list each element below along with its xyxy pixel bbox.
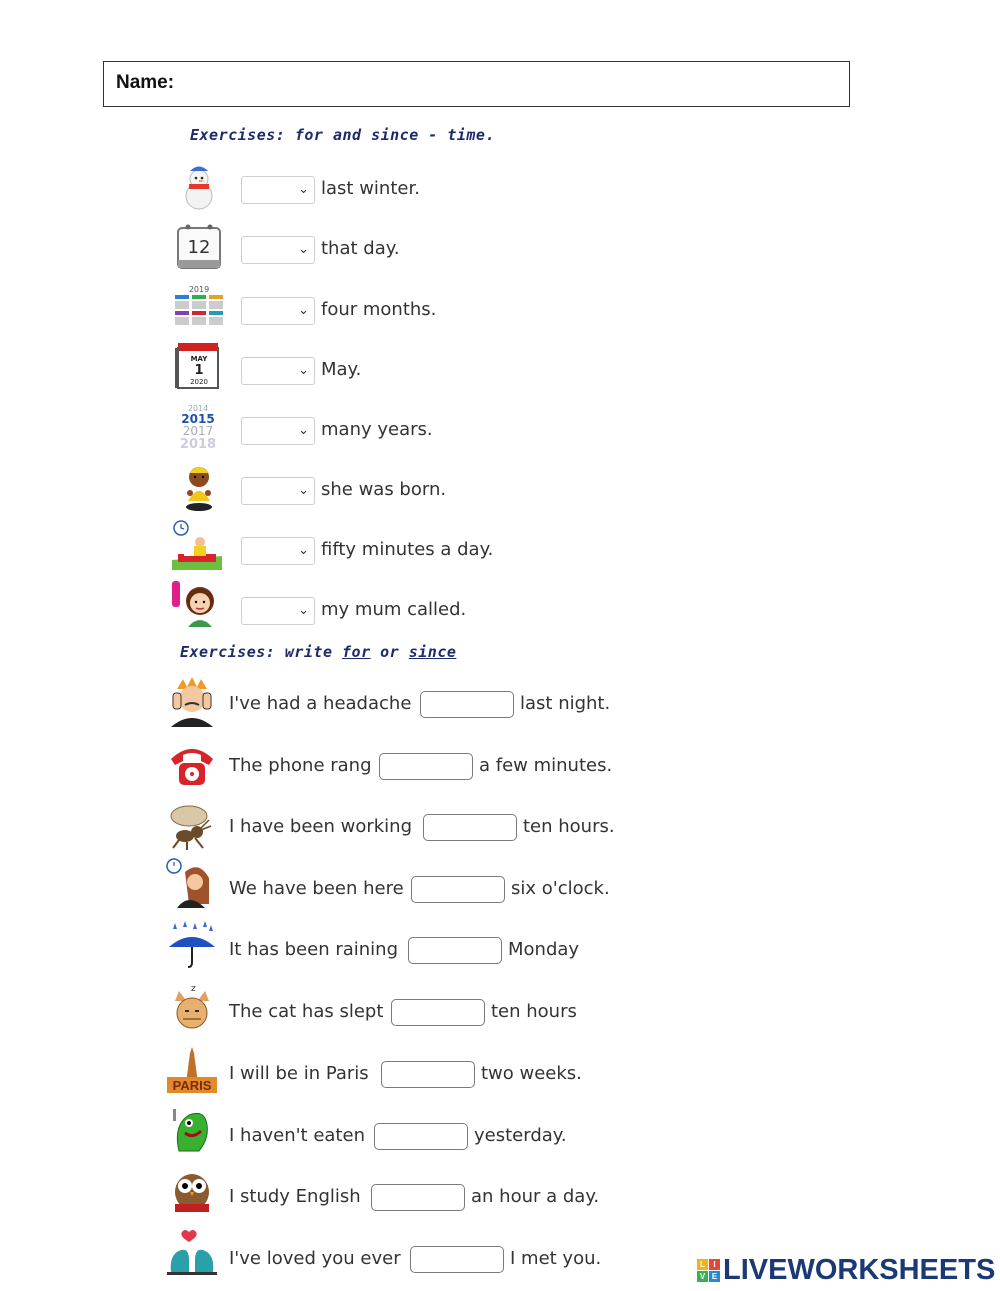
svg-text:1: 1 (194, 363, 204, 378)
answer-select-1[interactable] (241, 176, 315, 204)
exercise6-text: she was born. (321, 479, 447, 500)
sleeping-cat-icon (165, 981, 219, 1031)
fill7-before: I will be in Paris (229, 1063, 369, 1084)
section1-title: Exercises: for and since - time. (190, 126, 495, 144)
name-box (103, 61, 850, 107)
umbrella-rain-icon (165, 921, 219, 971)
chevron-down-icon: ⌄ (298, 603, 309, 618)
liveworksheets-logo (697, 1253, 995, 1287)
fill1-before: I've had a headache (229, 693, 412, 714)
woman-clock-icon (165, 858, 219, 908)
fill6-after: ten hours (491, 1001, 577, 1022)
fill9-after: an hour a day. (471, 1186, 600, 1207)
kid-reading-clock-icon (170, 520, 224, 570)
answer-input-9[interactable] (371, 1184, 465, 1211)
answer-input-1[interactable] (420, 691, 514, 718)
fill5-after: Monday (508, 939, 580, 960)
answer-select-8[interactable] (241, 597, 315, 625)
fill10-before: I've loved you ever (229, 1248, 401, 1269)
green-monster-icon (165, 1105, 219, 1155)
fill2-before: The phone rang (229, 755, 372, 776)
answer-input-6[interactable] (391, 999, 485, 1026)
svg-text:PARIS: PARIS (172, 1078, 212, 1093)
exercise4-text: May. (321, 359, 362, 380)
fill7-after: two weeks. (481, 1063, 582, 1084)
fill1-after: last night. (520, 693, 611, 714)
answer-input-5[interactable] (408, 937, 502, 964)
headache-man-icon (165, 677, 219, 727)
name-label: Name: (116, 72, 175, 93)
chevron-down-icon: ⌄ (298, 483, 309, 498)
chevron-down-icon: ⌄ (298, 363, 309, 378)
answer-input-3[interactable] (423, 814, 517, 841)
exercise2-text: that day. (321, 238, 400, 259)
years-stack-icon (172, 403, 226, 453)
fill2-after: a few minutes. (479, 755, 613, 776)
calendar-may-1-icon (172, 340, 226, 390)
answer-select-3[interactable] (241, 297, 315, 325)
logo-blocks-icon: L I V E (697, 1259, 720, 1282)
fill3-after: ten hours. (523, 816, 615, 837)
answer-input-7[interactable] (381, 1061, 475, 1088)
answer-input-4[interactable] (411, 876, 505, 903)
svg-text:2015: 2015 (181, 412, 215, 426)
svg-text:2014: 2014 (187, 404, 209, 413)
fill10-after: I met you. (510, 1248, 602, 1269)
answer-select-5[interactable] (241, 417, 315, 445)
chevron-down-icon: ⌄ (298, 303, 309, 318)
love-birds-icon (165, 1228, 219, 1278)
fill9-before: I study English (229, 1186, 361, 1207)
chevron-down-icon: ⌄ (298, 182, 309, 197)
woman-phone-icon (170, 579, 224, 629)
fill3-before: I have been working (229, 816, 413, 837)
logo-text: LIVEWORKSHEETS (723, 1253, 996, 1286)
red-phone-icon (165, 739, 219, 789)
ant-worker-icon (165, 800, 219, 850)
svg-text:2019: 2019 (188, 285, 210, 294)
answer-input-8[interactable] (374, 1123, 468, 1150)
svg-text:MAY: MAY (190, 355, 208, 363)
section2-title-since: since (408, 643, 457, 661)
section2-title-for: for (342, 643, 371, 661)
chevron-down-icon: ⌄ (298, 242, 309, 257)
exercise1-text: last winter. (321, 178, 420, 199)
paris-icon (165, 1047, 219, 1097)
exercise5-text: many years. (321, 419, 433, 440)
exercise3-text: four months. (321, 299, 437, 320)
fill4-after: six o'clock. (511, 878, 610, 899)
svg-text:z: z (191, 984, 196, 994)
fill6-before: The cat has slept (229, 1001, 384, 1022)
answer-select-6[interactable] (241, 477, 315, 505)
answer-input-10[interactable] (410, 1246, 504, 1273)
fill5-before: It has been raining (229, 939, 399, 960)
snowman-icon (172, 162, 226, 212)
chevron-down-icon: ⌄ (298, 543, 309, 558)
fill4-before: We have been here (229, 878, 404, 899)
exercise8-text: my mum called. (321, 599, 467, 620)
year-calendar-2019-icon (172, 283, 226, 333)
section2-title (180, 643, 456, 661)
baby-girl-icon (172, 463, 226, 513)
svg-text:12: 12 (187, 237, 211, 258)
answer-select-2[interactable] (241, 236, 315, 264)
svg-text:2020: 2020 (190, 378, 208, 386)
fill8-after: yesterday. (474, 1125, 567, 1146)
svg-text:2018: 2018 (179, 437, 217, 452)
chevron-down-icon: ⌄ (298, 423, 309, 438)
calendar-12-icon (172, 222, 226, 272)
answer-input-2[interactable] (379, 753, 473, 780)
svg-text:2017: 2017 (182, 424, 214, 438)
exercise7-text: fifty minutes a day. (321, 539, 494, 560)
fill8-before: I haven't eaten (229, 1125, 365, 1146)
answer-select-7[interactable] (241, 537, 315, 565)
section2-title-or: or (370, 643, 409, 661)
answer-select-4[interactable] (241, 357, 315, 385)
section2-title-prefix: Exercises: write (180, 643, 343, 661)
owl-book-icon (165, 1166, 219, 1216)
